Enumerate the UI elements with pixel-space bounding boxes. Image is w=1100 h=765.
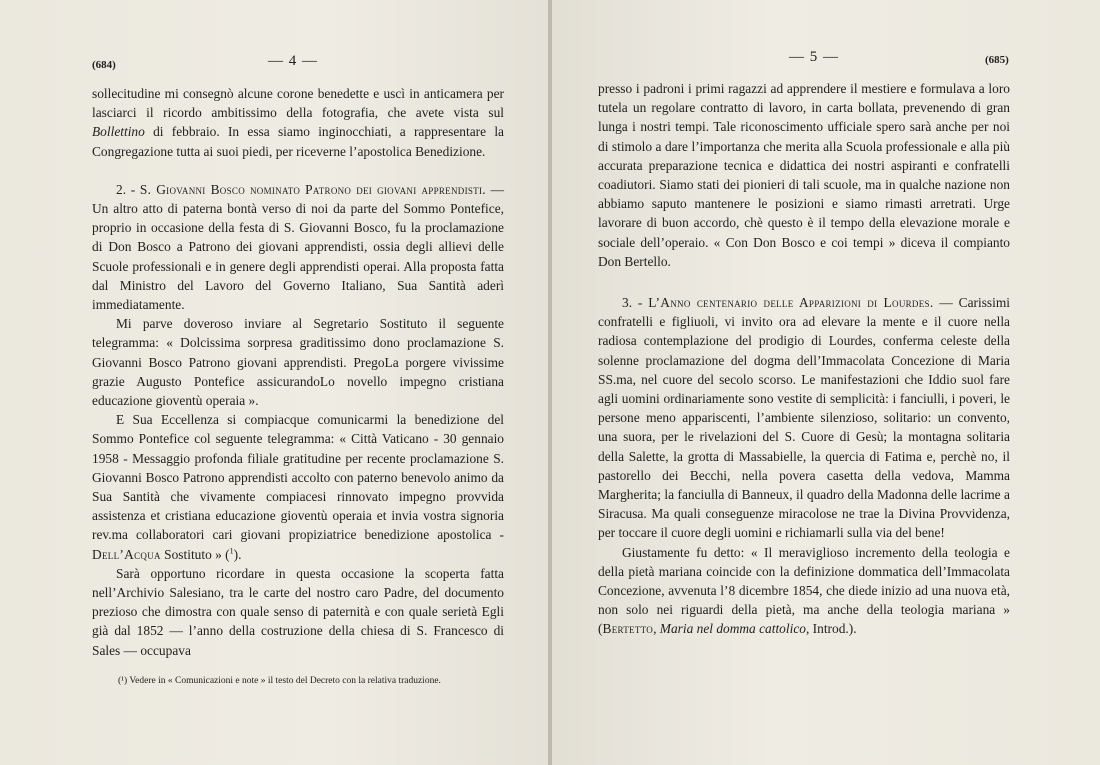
paragraph-telegram-sent: Mi parve doveroso inviare al Segretario Sostituto il seguente telegramma: « Dolcissima sorpresa graditissimo dono proclamazione S. Giovanni Bosco Patrono giovani apprendisti. PregoLa porgere vivissime grazie Augusto Pontefice assicurandoLo novello impegno cristiana educazione gioventù operaia ». (92, 316, 504, 409)
text-run: di febbraio. In essa siamo inginocchiati, a rappresentare la Congregazione tutta ai suoi piedi, per riceverne l’apostolica Benedizione. (92, 124, 504, 159)
section-2-heading-paragraph (92, 180, 504, 314)
signature-name: Dell’Acqua (92, 546, 161, 562)
text-run: , Introd.). (805, 621, 857, 637)
text-run: — Carissimi confratelli e figliuoli, vi invito ora ad elevare la mente e il cuore nella radiosa contemplazione del prodigio di Lourdes, conferma celeste della solenne proclamazione del dogma dell’Immacolata Concezione di Maria SS.ma, nel cuore del secolo scorso. Le manifestazioni che Iddio suol fare agli uomini ordinariamente sono vestite di semplicità: i fanciulli, i poveri, le persone meno appariscenti, l’ambiente silenzioso, solitario: un convento, una suora, per le rivelazioni del S. Cuore di Gesù; la montagna solitaria della Salette, la grotta di Massabielle, la quercia di Fatima e, perchè no, il pastorello dei Becchi, nella povera casetta della vedova, Mamma Margherita; la fanciulla di Banneux, il quadro della Madonna delle lacrime a Siracusa. Ma quali conseguenze miracolose ne trae la Divina Provvidenza, per toccare il cuore degli uomini e richiamarli sulla via del bene! (598, 295, 1010, 541)
paragraph-continuation (92, 84, 504, 161)
italic-title-bollettino: Bollettino (92, 124, 145, 140)
section-3-heading-paragraph (598, 293, 1010, 543)
text-run: sollecitudine mi consegnò alcune corone benedette e uscì in anticamera per lasciarci il ricordo ambitissimo della fotografia, che avete vista sul (92, 86, 504, 121)
paragraph-archive: Sarà opportuno ricordare in questa occasione la scoperta fatta nell’Archivio Salesiano, tra le carte del nostro caro Padre, del documento prezioso che dimostra con quale senso di paternità e con quale serietà Egli già dal 1852 — l’anno della costruzione della chiesa di S. Francesco di Sales — occupava (92, 565, 504, 658)
text-run: Sostituto » ( (164, 546, 230, 562)
text-run: E Sua Eccellenza si compiacque comunicarmi la benedizione del Sommo Pontefice col seguente telegramma: « Città Vaticano - 30 gennaio 1958 - Messaggio profonda filiale gratitudine per recente proclamazione S. Giovanni Bosco Patrono apprendisti accolto con paterno benevolo animo da Sua Santità che vivamente compiacesi rinnovato impegno provvida assistenza et cristiana educazione gioventù operaia et invia vostra signoria rev.ma collaboratori cari giovani propiziatrice benedizione apostolica - (92, 412, 504, 543)
text-run: — Un altro atto di paterna bontà verso di noi da parte del Sommo Pontefice, proprio in occasione della festa di S. Giovanni Bosco, fu la proclamazione di Don Bosco a Patrono dei giovani apprendisti, ossia degli allievi delle Scuole professionali e in genere degli apprendisti operai. Alla proposta fatta dal Ministro del Lavoro del Governo Italiano, Sua Santità aderì immediatamente. (92, 181, 504, 313)
page-number-right-bracketed: (685) (985, 54, 1009, 66)
text-run: Giustamente fu detto: « Il meraviglioso incremento della teologia e della pietà mariana coincide con la definizione dommatica dell’Immacolata Concezione, avvenuta l’8 dicembre 1854, che diede inizio ad una nuova età, non solo nei riguardi della pietà, ma anche della teologia mariana » ( (598, 544, 1010, 637)
right-page-body (598, 79, 1010, 639)
left-page-body (92, 84, 504, 660)
section-title: L’Anno centenario delle Apparizioni di Lourdes. (648, 295, 934, 311)
right-page (552, 0, 1100, 765)
cited-work-title: Maria nel domma cattolico (659, 621, 806, 637)
page-number-left-bracketed: (684) (92, 59, 116, 71)
left-page (0, 0, 548, 765)
section-number: 2. - (116, 181, 140, 197)
footnote-reference: 1 (229, 546, 234, 556)
footnote: (¹) Vedere in « Comunicazioni e note » il testo del Decreto con la relativa traduzione. (118, 676, 441, 686)
paragraph-quotation (598, 543, 1010, 639)
paragraph-telegram-received (92, 410, 504, 564)
page-number-left: — 4 — (268, 53, 318, 69)
text-run: , (653, 621, 660, 637)
page-number-right: — 5 — (789, 49, 839, 65)
section-title: S. Giovanni Bosco nominato Patrono dei giovani apprendisti. (139, 181, 486, 197)
text-run: ). (233, 546, 242, 562)
section-number: 3. - (622, 295, 649, 311)
paragraph-continuation-right: presso i padroni i primi ragazzi ad apprendere il mestiere e formulava a loro tutela un regolare contratto di lavoro, in carta bollata, prevenendo di gran lunga i nostri tempi. Tale riconoscimento ufficiale spero sarà anche per noi di stimolo a dare l’importanza che merita alla Scuola professionale e alla più accurata preparazione tecnica e didattica dei nostri aspiranti e confratelli coadiutori. Siamo stati dei pionieri di tali scuole, ma in qualche nazione non abbiamo saputo mantenere le posizioni e siamo rimasti arretrati. Urge lavorare di buon accordo, chè questo è il tempo della elevazione morale e sociale dell’operaio. « Con Don Bosco e coi tempi » diceva il compianto Don Bertello. (598, 81, 1010, 269)
cited-author: Bertetto (602, 621, 654, 637)
